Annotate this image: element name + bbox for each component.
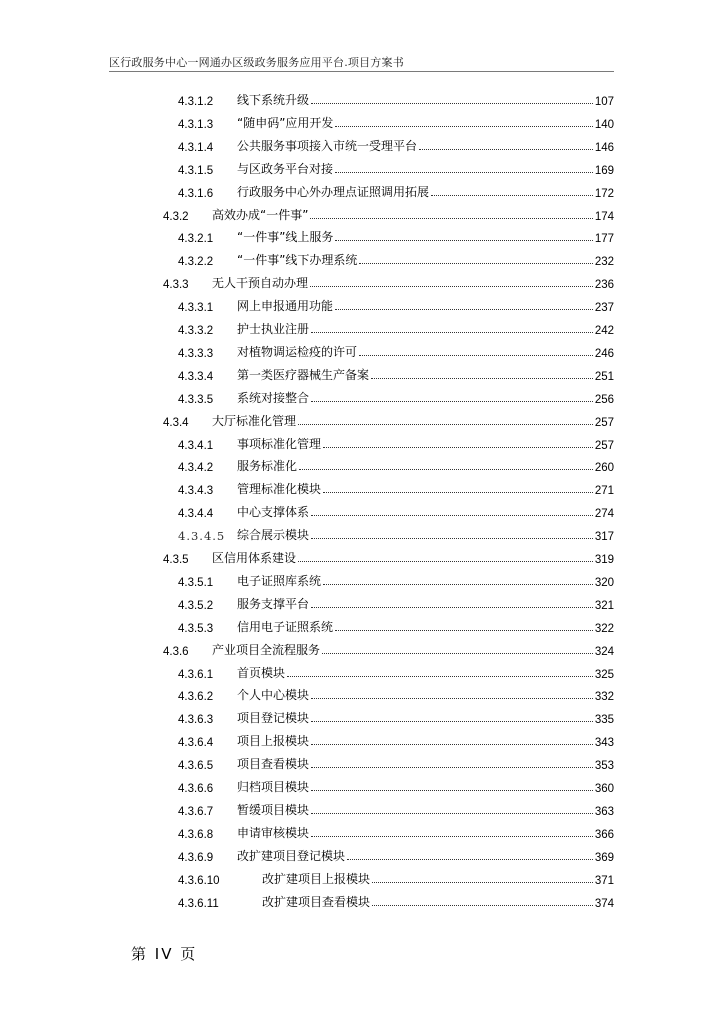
toc-entry[interactable] [178,661,614,681]
toc-entry-page: 360 [594,783,614,795]
toc-entry-number: 4.3.3.5 [178,393,214,406]
document-header: 区行政服务中心一网通办区级政务服务应用平台.项目方案书 [109,56,404,69]
toc-entry-title: 项目上报模块 [237,734,310,749]
toc-entry-number: 4.3.1.2 [178,96,214,108]
toc-entry-number: 4.3.3.1 [178,302,214,315]
toc-entry-number: 4.3.6.3 [178,714,214,727]
toc-entry-number: 4.3.4.3 [178,485,214,498]
toc-leader-dots [372,882,593,883]
toc-entry-title: 项目查看模块 [237,757,310,772]
toc-entry[interactable] [178,340,614,360]
toc-entry-title: 个人中心模块 [237,688,310,703]
toc-entry[interactable] [163,271,614,291]
toc-entry-number: 4.3.4.1 [178,439,214,452]
toc-entry-title: 系统对接整合 [237,390,310,405]
toc-entry[interactable] [178,890,614,910]
toc-leader-dots [311,401,593,402]
toc-entry-title: 线下系统升级 [237,93,310,107]
toc-entry-number: 4.3.1.5 [178,164,214,177]
toc-entry-page: 107 [594,96,614,108]
toc-entry[interactable] [163,638,614,658]
toc-leader-dots [322,653,593,654]
toc-entry-page: 246 [594,347,614,360]
toc-entry-page: 321 [594,599,614,612]
toc-entry-page: 353 [594,760,614,773]
toc-entry-page: 174 [594,210,614,223]
toc-leader-dots [335,630,593,631]
toc-entry[interactable] [178,157,614,177]
toc-entry-number: 4.3.4.2 [178,462,214,475]
toc-leader-dots [419,149,593,150]
toc-entry-number: 4.3.6.8 [178,828,214,841]
toc-entry[interactable] [178,706,614,726]
toc-entry[interactable] [178,294,614,314]
toc-entry-page: 320 [594,576,614,589]
toc-leader-dots [311,515,593,516]
toc-leader-dots [359,355,593,356]
toc-entry-page: 335 [594,714,614,727]
toc-entry[interactable] [178,432,614,452]
toc-entry-title: 大厅标准化管理 [212,413,297,428]
toc-entry-title: 归档项目模块 [237,780,310,794]
toc-leader-dots [372,905,593,906]
toc-entry[interactable] [163,546,614,566]
toc-leader-dots [335,240,592,241]
toc-entry-title: 中心支撑体系 [237,505,310,520]
toc-entry-title: 公共服务事项接入市统一受理平台 [237,138,418,153]
toc-entry-number: 4.3.6.4 [178,737,214,750]
toc-entry-title: 护士执业注册 [237,322,310,336]
toc-entry-number: 4.3.1.6 [178,187,214,200]
toc-entry-page: 236 [594,279,614,292]
toc-leader-dots [335,172,593,173]
toc-entry-number: 4.3.2.1 [178,233,214,246]
toc-entry[interactable] [178,386,614,406]
toc-entry[interactable] [178,180,614,200]
toc-entry-title: 服务标准化 [237,459,298,474]
toc-entry-page: 325 [594,668,614,681]
toc-entry[interactable] [178,477,614,497]
toc-entry-title: 改扩建项目上报模块 [262,871,371,886]
toc-entry-title: “一件事”线下办理系统 [237,253,358,268]
toc-leader-dots [311,790,593,791]
toc-entry[interactable] [178,569,614,589]
toc-entry-page: 319 [594,554,614,566]
toc-leader-dots [359,263,592,264]
toc-entry-page: 251 [594,370,614,383]
toc-leader-dots [299,469,593,470]
toc-entry-page: 146 [594,141,614,154]
toc-entry-title: 申请审核模块 [237,825,310,840]
toc-entry-title: 产业项目全流程服务 [212,642,321,657]
toc-entry-number: 4.3.6.2 [178,691,214,704]
toc-entry-number: 4.3.3.2 [178,325,214,337]
toc-leader-dots [298,561,593,562]
toc-leader-dots [287,676,593,677]
toc-leader-dots [311,538,593,539]
toc-entry-title: 项目登记模块 [237,711,310,726]
toc-entry-page: 274 [594,508,614,521]
toc-entry-page: 374 [594,897,614,910]
toc-entry-page: 242 [594,325,614,337]
toc-leader-dots [311,698,593,699]
toc-leader-dots [431,195,593,196]
toc-entry-page: 257 [594,439,614,452]
toc-leader-dots [311,607,593,608]
toc-leader-dots [311,721,593,722]
toc-leader-dots [371,378,593,379]
toc-entry-title: 事项标准化管理 [237,436,322,451]
header-divider [109,71,614,72]
toc-entry[interactable] [163,203,614,223]
toc-entry[interactable] [178,615,614,635]
toc-entry-number: 4.3.6.6 [178,783,214,795]
toc-entry-title: “一件事”线上服务 [237,230,334,245]
toc-entry-title: 首页模块 [237,665,286,680]
toc-entry-title: 对植物调运检疫的许可 [237,344,358,359]
toc-entry-page: 317 [594,531,614,544]
toc-entry[interactable] [163,409,614,429]
toc-leader-dots [347,859,593,860]
toc-entry-page: 172 [594,187,614,200]
toc-entry[interactable] [178,867,614,887]
toc-entry-page: 371 [594,874,614,887]
toc-entry[interactable] [178,500,614,520]
toc-entry-title: 改扩建项目查看模块 [262,894,371,909]
toc-entry-number: 4.3.3.4 [178,370,214,383]
toc-leader-dots [298,424,593,425]
toc-leader-dots [335,126,592,127]
toc-entry-page: 169 [594,164,614,177]
toc-entry[interactable] [178,317,614,337]
toc-entry-number: 4.3.6.11 [178,897,219,910]
toc-entry[interactable] [178,798,614,818]
toc-entry-title: 暂缓项目模块 [237,802,310,817]
toc-entry-page: 232 [594,256,614,269]
toc-leader-dots [311,103,593,104]
toc-entry[interactable] [178,729,614,749]
toc-entry[interactable] [178,134,614,154]
toc-leader-dots [335,309,593,310]
toc-entry-number: 4.3.6.1 [178,668,214,681]
toc-entry-number: 4.3.1.4 [178,141,214,154]
toc-leader-dots [311,332,593,333]
toc-entry-page: 322 [594,622,614,635]
toc-entry[interactable] [178,821,614,841]
toc-entry-number: 4.3.5 [163,554,189,566]
toc-entry-number: 4.3.4 [163,416,189,429]
toc-entry-number: 4.3.6.10 [178,874,220,887]
toc-leader-dots [311,744,593,745]
toc-entry[interactable] [178,88,614,108]
page-number: 第 IV 页 [131,945,198,963]
toc-leader-dots [323,584,593,585]
toc-entry-page: 260 [594,462,614,475]
toc-entry-title: 电子证照库系统 [237,573,322,588]
toc-entry-number: 4.3.3 [163,279,189,292]
toc-entry-title: 区信用体系建设 [212,551,297,565]
toc-entry-title: 高效办成“一件事” [212,207,309,222]
toc-leader-dots [310,286,593,287]
toc-entry-title: 第一类医疗器械生产备案 [237,367,370,382]
toc-leader-dots [323,447,593,448]
toc-entry-title: 综合展示模块 [237,528,310,543]
toc-entry-number: 4.3.6.7 [178,805,214,818]
toc-leader-dots [323,492,593,493]
toc-leader-dots [311,813,593,814]
toc-entry-page: 237 [594,302,614,315]
toc-entry-page: 257 [594,416,614,429]
toc-entry[interactable] [178,363,614,383]
toc-entry-page: 369 [594,851,614,864]
toc-entry[interactable] [178,111,614,131]
toc-entry-title: 行政服务中心外办理点证照调用拓展 [237,184,430,199]
toc-entry-title: 改扩建项目登记模块 [237,848,346,863]
toc-entry[interactable] [178,683,614,703]
toc-entry-title: 与区政务平台对接 [237,161,334,176]
toc-entry-number: 4.3.4.5 [178,529,226,544]
toc-entry-number: 4.3.1.3 [178,118,214,131]
toc-entry[interactable] [178,248,614,268]
toc-entry[interactable] [178,775,614,795]
toc-entry-title: “随申码”应用开发 [237,115,334,130]
toc-entry-page: 256 [594,393,614,406]
toc-entry-page: 271 [594,485,614,498]
toc-entry-number: 4.3.6.5 [178,760,214,773]
toc-entry[interactable] [178,844,614,864]
toc-entry-page: 343 [594,737,614,750]
toc-leader-dots [311,767,593,768]
toc-entry[interactable] [178,225,614,245]
toc-entry-page: 366 [594,828,614,841]
toc-entry-number: 4.3.3.3 [178,347,214,360]
toc-entry-title: 网上申报通用功能 [237,299,334,314]
toc-entry-title: 服务支撑平台 [237,596,310,611]
toc-entry-page: 332 [594,691,614,704]
toc-entry-title: 信用电子证照系统 [237,619,334,634]
toc-entry-page: 140 [594,118,614,131]
toc-entry-number: 4.3.6.9 [178,851,214,864]
toc-entry-number: 4.3.6 [163,645,189,658]
toc-leader-dots [310,218,592,219]
toc-entry-number: 4.3.4.4 [178,508,214,521]
toc-entry[interactable] [178,752,614,772]
toc-entry-page: 177 [594,233,614,246]
toc-entry[interactable] [178,454,614,474]
toc-entry[interactable] [178,592,614,612]
toc-entry-title: 管理标准化模块 [237,482,322,497]
toc-entry-number: 4.3.2 [163,210,189,223]
toc-entry-number: 4.3.5.3 [178,622,214,635]
toc-leader-dots [311,836,593,837]
toc-entry-number: 4.3.5.2 [178,599,214,612]
toc-entry-number: 4.3.2.2 [178,256,214,269]
toc-entry-number: 4.3.5.1 [178,576,214,589]
toc-entry-page: 363 [594,805,614,818]
toc-entry-title: 无人干预自动办理 [212,276,309,291]
toc-entry[interactable] [178,523,614,543]
toc-entry-page: 324 [594,645,614,658]
